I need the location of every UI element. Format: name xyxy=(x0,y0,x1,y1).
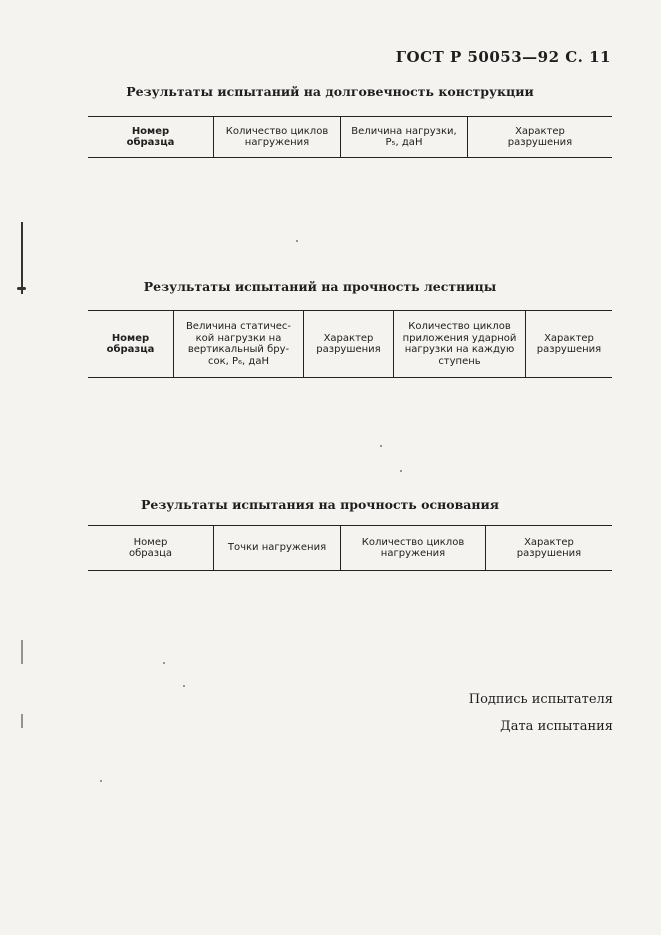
test-date-label: Дата испытания xyxy=(500,719,613,734)
col-header: Точки нагружения xyxy=(213,526,340,570)
section-title-ladder-strength: Результаты испытаний на прочность лестницы xyxy=(143,279,497,294)
scan-speck xyxy=(183,685,185,687)
binding-mark xyxy=(21,640,23,664)
scan-speck xyxy=(100,780,102,782)
col-header: Характер разрушения xyxy=(467,117,612,157)
scan-speck xyxy=(163,662,165,664)
col-header: Количество циклов нагружения xyxy=(340,526,485,570)
page-header: ГОСТ Р 50053—92 С. 11 xyxy=(395,48,611,66)
table-durability xyxy=(88,116,612,158)
col-header: Характер разрушения xyxy=(303,311,393,377)
scan-speck xyxy=(400,470,402,472)
col-header: Количество циклов нагружения xyxy=(213,117,340,157)
col-header: Количество циклов приложения ударной нагрузки на каждую ступень xyxy=(393,311,525,377)
col-header: Номер образца xyxy=(106,332,155,355)
col-header: Номер образца xyxy=(128,536,172,559)
col-header: Величина статичес- кой нагрузки на вертикальный бру- сок, P₆, даН xyxy=(173,311,303,377)
binding-mark xyxy=(21,714,23,728)
section-title-durability: Результаты испытаний на долговечность конструкции xyxy=(126,84,534,99)
col-header: Величина нагрузки, P₅, даН xyxy=(340,117,467,157)
scan-speck xyxy=(380,445,382,447)
col-header: Номер образца xyxy=(126,125,175,148)
binding-mark xyxy=(21,222,23,294)
binding-dot xyxy=(17,287,26,290)
col-header: Характер разрушения xyxy=(485,526,612,570)
col-header: Характер разрушения xyxy=(525,311,612,377)
tester-signature-label: Подпись испытателя xyxy=(468,692,613,707)
section-title-base-strength: Результаты испытания на прочность основания xyxy=(140,497,500,512)
scan-speck xyxy=(296,240,298,242)
table-ladder-strength xyxy=(88,310,612,378)
table-base-strength xyxy=(88,525,612,571)
